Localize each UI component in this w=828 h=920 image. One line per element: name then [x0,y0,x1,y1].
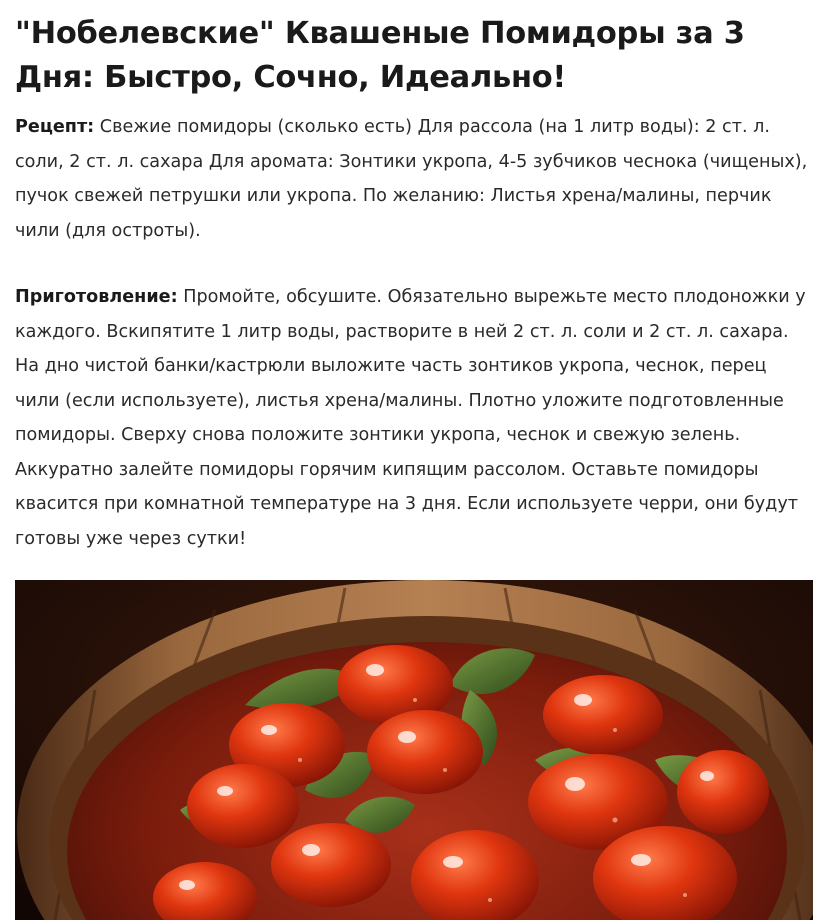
preparation-paragraph [15,280,815,556]
article-title: "Нобелевские" Квашеные Помидоры за 3 Дня: Быстро, Сочно, Идеально! [15,16,745,95]
recipe-text: Свежие помидоры (сколько есть) Для рассола (на 1 литр воды): 2 ст. л. соли, 2 ст. л. сахара Для аромата: Зонтики укропа, 4-5 зубчиков чеснока (чищеных), пучок свежей петрушки или укропа. По желанию: Листья хрена/малины, перчик чили (для остроты). [15,117,808,241]
preparation-text: Промойте, обсушите. Обязательно вырежьте место плодоножки у каждого. Вскипятите 1 литр воды, растворите в ней 2 ст. л. соли и 2 ст. л. сахара. На дно чистой банки/кастрюли выложите часть зонтиков укропа, чеснок, перец чили (если используете), листья хрена/малины. Плотно уложите подготовленные помидоры. Сверху снова положите зонтики укропа, чеснок и свежую зелень. Аккуратно залейте помидоры горячим кипящим рассолом. Оставьте помидоры квасится при комнатной температуре на 3 дня. Если используете черри, они будут готовы уже через сутки! [15,287,806,549]
article [15,0,815,556]
tomatoes-photo [15,580,813,920]
recipe-label: Рецепт: [15,117,95,137]
tomatoes-barrel-illustration [15,580,813,920]
preparation-label: Приготовление: [15,287,178,307]
recipe-paragraph [15,110,815,248]
